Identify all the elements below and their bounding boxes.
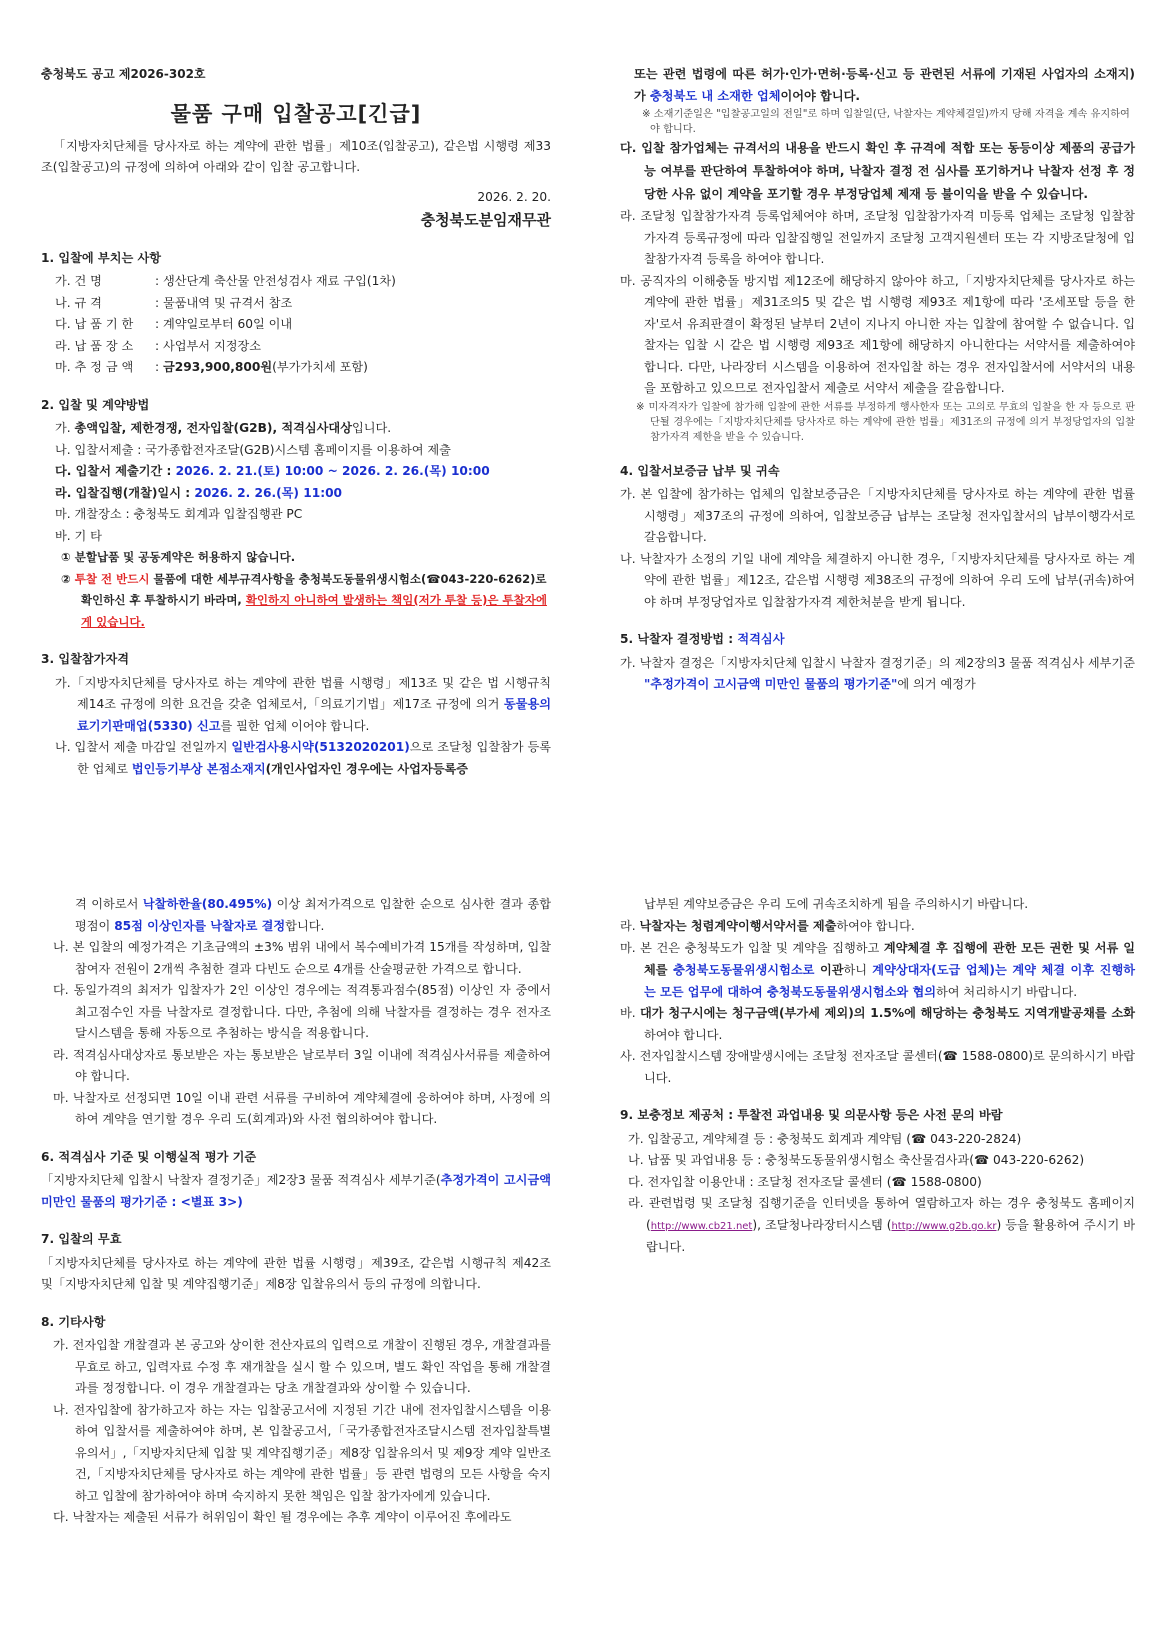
s3-na-continued: 또는 관련 법령에 따른 허가·인가·면허·등록·신고 등 관련된 서류에 기재된 사업자의 소재지)가 충청북도 내 소재한 업체이어야 합니다. xyxy=(634,67,1135,103)
s3-note: ※ 미자격자가 입찰에 참가해 입찰에 관한 서류를 부정하게 행사한자 또는 고의로 무효의 입찰을 한 자 등으로 판단될 경우에는「지방자치단체를 당사자로 하는 계약에 관한 법률」제31조의 규정에 의거 부정당업자의 입찰참가자격 제한을 받을 수 있습니다. xyxy=(636,401,1135,443)
page2-right-column xyxy=(620,894,1135,1259)
page-2 xyxy=(0,880,1168,1652)
s8-ba: 바. 대가 청구시에는 청구금액(부가세 제외)의 1.5%에 해당하는 충청북도 지역개발공채를 소화하여야 합니다. xyxy=(620,1006,1135,1042)
s3-na-bold-part: (개인사업자인 경우에는 사업자등록증 xyxy=(265,761,469,776)
s7-text: 「지방자치단체를 당사자로 하는 계약에 관한 법률 시행령」제39조, 같은법 시행규칙 제42조 및「지방자치단체 입찰 및 계약집행기준」제8장 입찰유의서 등의 규정에 의합니다. xyxy=(41,1255,551,1291)
s5-ra: 라. 적격심사대상자로 통보받은 자는 통보받은 날로부터 3일 이내에 적격심사서류를 제출하여야 합니다. xyxy=(53,1047,551,1083)
s5-na: 나. 본 입찰의 예정가격은 기초금액의 ±3% 범위 내에서 복수예비가격 15개를 작성하며, 입찰 참여자 전원이 2개씩 추첨한 결과 다빈도 순으로 4개를 산술평균한 가격으로 합니다. xyxy=(53,940,551,976)
s1-item: 라. 납 품 장 소 : 사업부서 지정장소 xyxy=(55,338,262,353)
s5-da: 다. 동일가격의 최저가 입찰자가 2인 이상인 경우에는 적격통과점수(85점) 이상인 자 중에서 최고점수인 자를 낙찰자로 결정합니다. 다만, 추첨에 의해 낙찰자를 결정하는 경우 전자조달시스템을 통해 자동으로 추첨하는 방식을 적용합니다. xyxy=(53,983,551,1040)
s1-item: 다. 납 품 기 한 : 계약일로부터 60일 이내 xyxy=(55,317,293,331)
s9-da: 다. 전자입찰 이용안내 : 조달청 전자조달 콜센터 (☎ 1588-0800) xyxy=(628,1174,982,1189)
s6-text: 「지방자치단체 입찰시 낙찰자 결정기준」제2장3 물품 적격심사 세부기준(추정가격이 고시금액 미만인 물품의 평가기준 : <별표 3>) xyxy=(41,1173,552,1209)
s3-na-bold-rest: 또는 관련 법령에 따른 허가·인가·면허·등록·신고 등 관련된 서류에 기재된 사업자의 소재지)가 xyxy=(634,67,1135,103)
page1-left-column xyxy=(41,64,551,780)
s5-ga-continued: 격 이하로서 낙찰하한율(80.495%) 이상 최저가격으로 입찰한 순으로 심사한 결과 종합평점이 85점 이상인자를 낙찰자로 결정합니다. xyxy=(75,897,551,933)
s8-ma: 마. 본 건은 충청북도가 입찰 및 계약을 집행하고 계약체결 후 집행에 관한 모든 권한 및 서류 일체를 충청북도동물위생시험소로 이관하니 계약상대자(도급 업체)는 계약 체결 이후 진행하는 모든 업무에 대하여 충청북도동물위생시험소와 협의하여 처리하시기 바랍니다. xyxy=(620,941,1136,999)
s1-item: 마. 추 정 금 액 : 금293,900,800원(부가가치세 포함) xyxy=(55,360,368,374)
s3-ra: 라. 조달청 입찰참가자격 등록업체여야 하며, 조달청 입찰참가자격 미등록 업체는 조달청 입찰참가자격 등록규정에 따라 입찰집행일 전일까지 조달청 고객지원센터 또는 각 지방조달청에 입찰참가자격 등록을 하여야 합니다. xyxy=(620,209,1135,266)
s5-ma: 마. 낙찰자로 선정되면 10일 이내 관련 서류를 구비하여 계약체결에 응하여야 하며, 사정에 의하여 계약을 연기할 경우 우리 도(회계과)와 사전 협의하여야 합니다. xyxy=(53,1090,551,1126)
s9-ra: 라. 관련법령 및 조달청 집행기준을 인터넷을 통하여 열람하고자 하는 경우 충청북도 홈페이지(http://www.cb21.net), 조달청나라장터시스템 (http://www.g2b.go.kr) 등을 활용하여 주시기 바랍니다. xyxy=(628,1196,1135,1254)
s2-ma: 마. 개찰장소 : 충청북도 회계과 입찰집행관 PC xyxy=(55,507,303,521)
section-8-title: 8. 기타사항 xyxy=(41,1314,106,1329)
s3-na-note: ※ 소재기준일은 "입찰공고일의 전일"로 하며 입찰일(단, 낙찰자는 계약체결일)까지 당해 자격을 계속 유지하여야 합니다. xyxy=(642,109,1130,135)
g2b-link[interactable]: http://www.g2b.go.kr xyxy=(891,1220,997,1232)
s8-sa: 사. 전자입찰시스템 장애발생시에는 조달청 전자조달 콜센터(☎ 1588-0800)로 문의하시기 바랍니다. xyxy=(620,1049,1135,1085)
s2-circle-2: ② 투찰 전 반드시 물품에 대한 세부규격사항을 충청북도동물위생시험소(☎043-220-6262)로 확인하신 후 투찰하시기 바라며, 확인하지 아니하여 발생하는 책임(저가 투찰 등)은 투찰자에게 있습니다. xyxy=(61,571,547,629)
page-title: 물품 구매 입찰공고[긴급] xyxy=(170,101,422,126)
section-5-title: 5. 낙찰자 결정방법 : 적격심사 xyxy=(620,632,785,646)
issuing-org: 충청북도분임재무관 xyxy=(420,211,551,229)
s1-item: 가. 건 명 : 생산단계 축산물 안전성검사 재료 구입(1차) xyxy=(55,274,396,288)
s3-ga: 가.「지방자치단체를 당사자로 하는 계약에 관한 법률 시행령」제13조 및 같은 법 시행규칙 제14조 규정에 의한 요건을 갖춘 업체로서,「의료기기법」제17조 규정에 의거 동물용의료기기판매업(5330) 신고를 필한 업체 이어야 합니다. xyxy=(55,675,551,733)
s2-da: 다. 입찰서 제출기간 : 2026. 2. 21.(토) 10:00 ~ 2026. 2. 26.(목) 10:00 xyxy=(55,464,490,478)
cb21-link[interactable]: http://www.cb21.net xyxy=(650,1220,753,1232)
notice-number: 충청북도 공고 제2026-302호 xyxy=(41,67,206,81)
s8-ra: 라. 낙찰자는 청렴계약이행서약서를 제출하여야 합니다. xyxy=(620,918,915,933)
s2-ga: 가. 총액입찰, 제한경쟁, 전자입찰(G2B), 적격심사대상입니다. xyxy=(55,421,392,435)
section-2-title: 2. 입찰 및 계약방법 xyxy=(41,397,150,412)
s9-na: 나. 납품 및 과업내용 등 : 충청북도동물위생시험소 축산물검사과(☎ 043-220-6262) xyxy=(628,1153,1085,1167)
section-9-title: 9. 보충정보 제공처 : 투찰전 과업내용 및 의문사항 등은 사전 문의 바람 xyxy=(620,1108,1003,1122)
intro-text: 「지방자치단체를 당사자로 하는 계약에 관한 법률」제10조(입찰공고), 같은법 시행령 제33조(입찰공고)의 규정에 의하여 아래와 같이 입찰 공고합니다. xyxy=(41,138,551,174)
s8-ga: 가. 전자입찰 개찰결과 본 공고와 상이한 전산자료의 입력으로 개찰이 진행된 경우, 개찰결과를 무효로 하고, 입력자료 수정 후 재개찰을 실시 할 수 있으며, 별도 확인 작업을 통해 개찰결과를 정정합니다. 이 경우 개찰결과는 당초 개찰결과와 상이할 수 있습니다. xyxy=(53,1338,551,1395)
s3-da: 다. 입찰 참가업체는 규격서의 내용을 반드시 확인 후 규격에 적합 또는 동등이상 제품의 공급가능 여부를 판단하여 투찰하여야 하며, 낙찰자 결정 전 심사를 포기하거나 낙찰자 선정 후 정당한 사유 없이 계약을 포기할 경우 부정당업체 제재 등 불이익을 받을 수 있습니다. xyxy=(620,141,1135,201)
s4-ga: 가. 본 입찰에 참가하는 업체의 입찰보증금은「지방자치단체를 당사자로 하는 계약에 관한 법률 시행령」제37조의 규정에 의하여, 입찰보증금 납부는 조달청 전자입찰서의 납부이행각서로 갈음합니다. xyxy=(620,487,1135,544)
section-7-title: 7. 입찰의 무효 xyxy=(41,1232,122,1246)
s8-na: 나. 전자입찰에 참가하고자 하는 자는 입찰공고서에 지정된 기간 내에 전자입찰시스템을 이용하여 입찰서를 제출하여야 하며, 본 입찰공고서,「국가종합전자조달시스템 전자입찰특별유의서」,「지방자치단체 입찰 및 계약집행기준」제8장 입찰유의서 및 제9장 계약 일반조건,「지방자치단체를 당사자로 하는 계약에 관한 법률」등 관련 법령의 모든 사항을 숙지하고 입찰에 참가하여야 하며 숙지하지 못한 책임은 입찰 참가자에게 있습니다. xyxy=(53,1402,551,1503)
s8-da: 다. 낙찰자는 제출된 서류가 허위임이 확인 될 경우에는 추후 계약이 이루어진 후에라도 xyxy=(53,1510,512,1524)
section-3-title: 3. 입찰참가자격 xyxy=(41,652,129,666)
s8-da-continued: 납부된 계약보증금은 우리 도에 귀속조치하게 됨을 주의하시기 바랍니다. xyxy=(644,897,1029,911)
s9-ga: 가. 입찰공고, 계약체결 등 : 충청북도 회계과 계약팀 (☎ 043-220-2824) xyxy=(628,1131,1022,1146)
s2-circle-1: ① 분할납품 및 공동계약은 허용하지 않습니다. xyxy=(61,550,296,564)
s5-ga: 가. 낙찰자 결정은「지방자치단체 입찰시 낙찰자 결정기준」의 제2장의3 물품 적격심사 세부기준 "추정가격이 고시금액 미만인 물품의 평가기준"에 의거 예정가 xyxy=(620,655,1135,691)
notice-date: 2026. 2. 20. xyxy=(477,189,551,204)
s3-na: 나. 입찰서 제출 마감일 전일까지 일반검사용시약(5132020201)으로 조달청 입찰참가 등록한 업체로 법인등기부상 본점소재지(개인사업자인 경우에는 사업자등록증 xyxy=(55,740,551,776)
s2-na: 나. 입찰서제출 : 국가종합전자조달(G2B)시스템 홈페이지를 이용하여 제출 xyxy=(55,442,451,457)
s4-na: 나. 낙찰자가 소정의 기일 내에 계약을 체결하지 아니한 경우,「지방자치단체를 당사자로 하는 계약에 관한 법률」제12조, 같은법 시행령 제38조의 규정에 의하여 우리 도에 납부(귀속)하여야 하며 부정당업자로 입찰참가자격 제한처분을 받게 됩니다. xyxy=(620,551,1135,609)
page2-left-column xyxy=(41,894,551,1529)
s2-ra: 라. 입찰집행(개찰)일시 : 2026. 2. 26.(목) 11:00 xyxy=(55,485,343,500)
section-1-title: 1. 입찰에 부치는 사항 xyxy=(41,250,162,265)
s1-item: 나. 규 격 : 물품내역 및 규격서 참조 xyxy=(55,295,293,310)
section-4-title: 4. 입찰서보증금 납부 및 귀속 xyxy=(620,463,780,478)
page1-right-column xyxy=(620,64,1135,696)
section-6-title: 6. 적격심사 기준 및 이행실적 평가 기준 xyxy=(41,1149,257,1164)
s2-ba: 바. 기 타 xyxy=(55,528,102,543)
s3-ma: 마. 공직자의 이해충돌 방지법 제12조에 해당하지 않아야 하고,「지방자치단체를 당사자로 하는 계약에 관한 법률」제31조의5 및 같은 법 시행령 제93조 제1항에 따라 '조세포탈 등을 한 자'로서 유죄판결이 확정된 날부터 2년이 지나지 아니한 자는 입찰에 참여할 수 없습니다. 입찰자는 입찰 시 같은 법 시행령 제93조 제1항에 해당하지 아니한다는 서약서를 제출하여야 합니다. 다만, 나라장터 시스템을 이용하여 전자입찰 하는 경우 전자입찰서에 서약서의 내용을 포함하고 있으므로 전자입찰서 제출로 서약서 제출을 갈음합니다. xyxy=(620,273,1135,395)
